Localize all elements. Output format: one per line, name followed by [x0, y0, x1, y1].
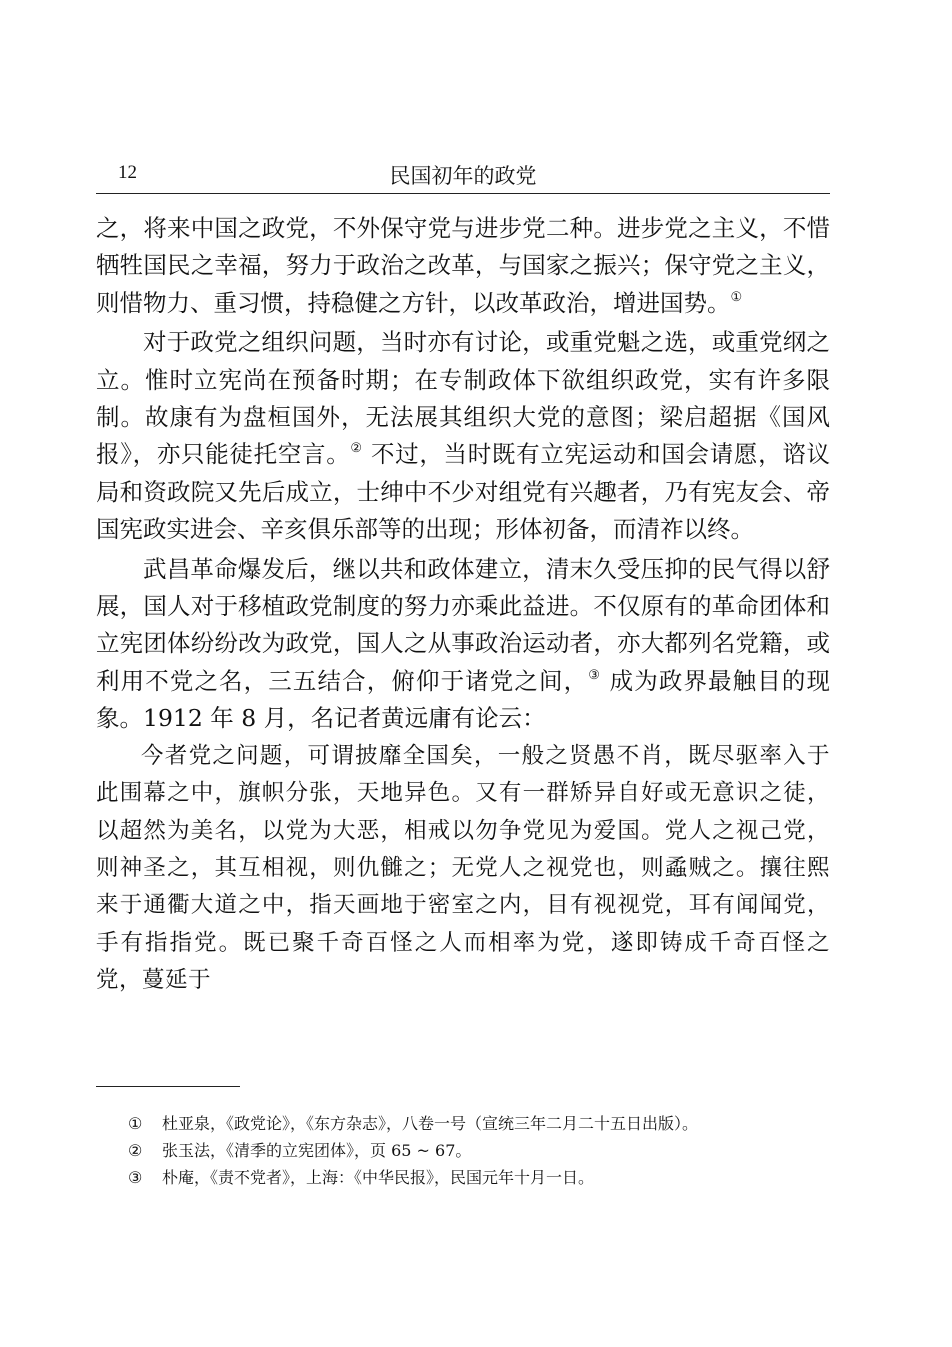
- running-title: 民国初年的政党: [389, 164, 537, 188]
- footnote-ref-3: ③: [588, 667, 602, 683]
- footnote-ref-2: ②: [350, 441, 363, 457]
- footnote: [128, 1137, 828, 1164]
- footnote-mark: ①: [128, 1114, 143, 1133]
- header-rule: [96, 193, 830, 194]
- page-number: 12: [118, 162, 137, 183]
- paragraph-text-after: 不过，当时既有立宪运动和国会请愿，谘议局和资政院又先后成立，士绅中不少对组党有兴趣者，乃有宪友会、帝国宪政实进会、辛亥俱乐部等的出现；形体初备，而清祚以终。: [96, 440, 830, 544]
- paragraph-continued: [96, 210, 830, 322]
- paragraph: [96, 551, 830, 738]
- footnote-ref-1: ①: [730, 289, 743, 305]
- footnote-text: 朴庵，《责不党者》，上海：《中华民报》，民国元年十月一日。: [162, 1168, 595, 1187]
- page-header: [96, 160, 830, 190]
- footnote-mark: ②: [128, 1141, 143, 1160]
- body-text: [96, 210, 830, 1000]
- footnote-mark: ③: [128, 1168, 143, 1187]
- footnote-text: 杜亚泉，《政党论》，《东方杂志》，八卷一号（宣统三年二月二十五日出版）。: [162, 1114, 699, 1133]
- block-quote: 今者党之问题，可谓披靡全国矣，一般之贤愚不肖，既尽驱率入于此围幕之中，旗帜分张，天地异色。又有一群矫异自好或无意识之徒，以超然为美名，以党为大恶，相戒以勿争党见为爱国。党人之视己党，则神圣之，其互相视，则仇雠之；无党人之视党也，则蟊贼之。攘往熙来于通衢大道之中，指天画地于密室之内，目有视视党，耳有闻闻党，手有指指党。既已聚千奇百怪之人而相率为党，遂即铸成千奇百怪之党，蔓延于: [96, 742, 830, 994]
- paragraph-text-after: 成为政界最触目的现象。1912 年 8 月，名记者黄远庸有论云：: [96, 666, 831, 733]
- footnotes: [128, 1110, 828, 1191]
- paragraph-text: 之，将来中国之政党，不外保守党与进步党二种。进步党之主义，不惜牺牲国民之幸福，努力于政治之改革，与国家之振兴；保守党之主义，则惜物力、重习惯，持稳健之方针，以改革政治，增进国势。: [96, 214, 830, 317]
- paragraph: [96, 324, 830, 548]
- footnote-rule: [96, 1086, 240, 1087]
- footnote: [128, 1164, 828, 1191]
- footnote: [128, 1110, 828, 1137]
- footnote-text: 张玉法，《清季的立宪团体》，页 65 ~ 67。: [162, 1141, 472, 1160]
- paragraph-text: 对于政党之组织问题，当时亦有讨论，或重党魁之选，或重党纲之立。惟时立宪尚在预备时期；在专制政体下欲组织政党，实有许多限制。故康有为盘桓国外，无法展其组织大党的意图；梁启超据《国风报》，亦只能徒托空言。: [96, 328, 830, 469]
- paragraph-text: 武昌革命爆发后，继以共和政体建立，清末久受压抑的民气得以舒展，国人对于移植政党制度的努力亦乘此益进。不仅原有的革命团体和立宪团体纷纷改为政党，国人之从事政治运动者，亦大都列名党籍，或利用不党之名，三五结合，俯仰于诸党之间，: [96, 554, 830, 695]
